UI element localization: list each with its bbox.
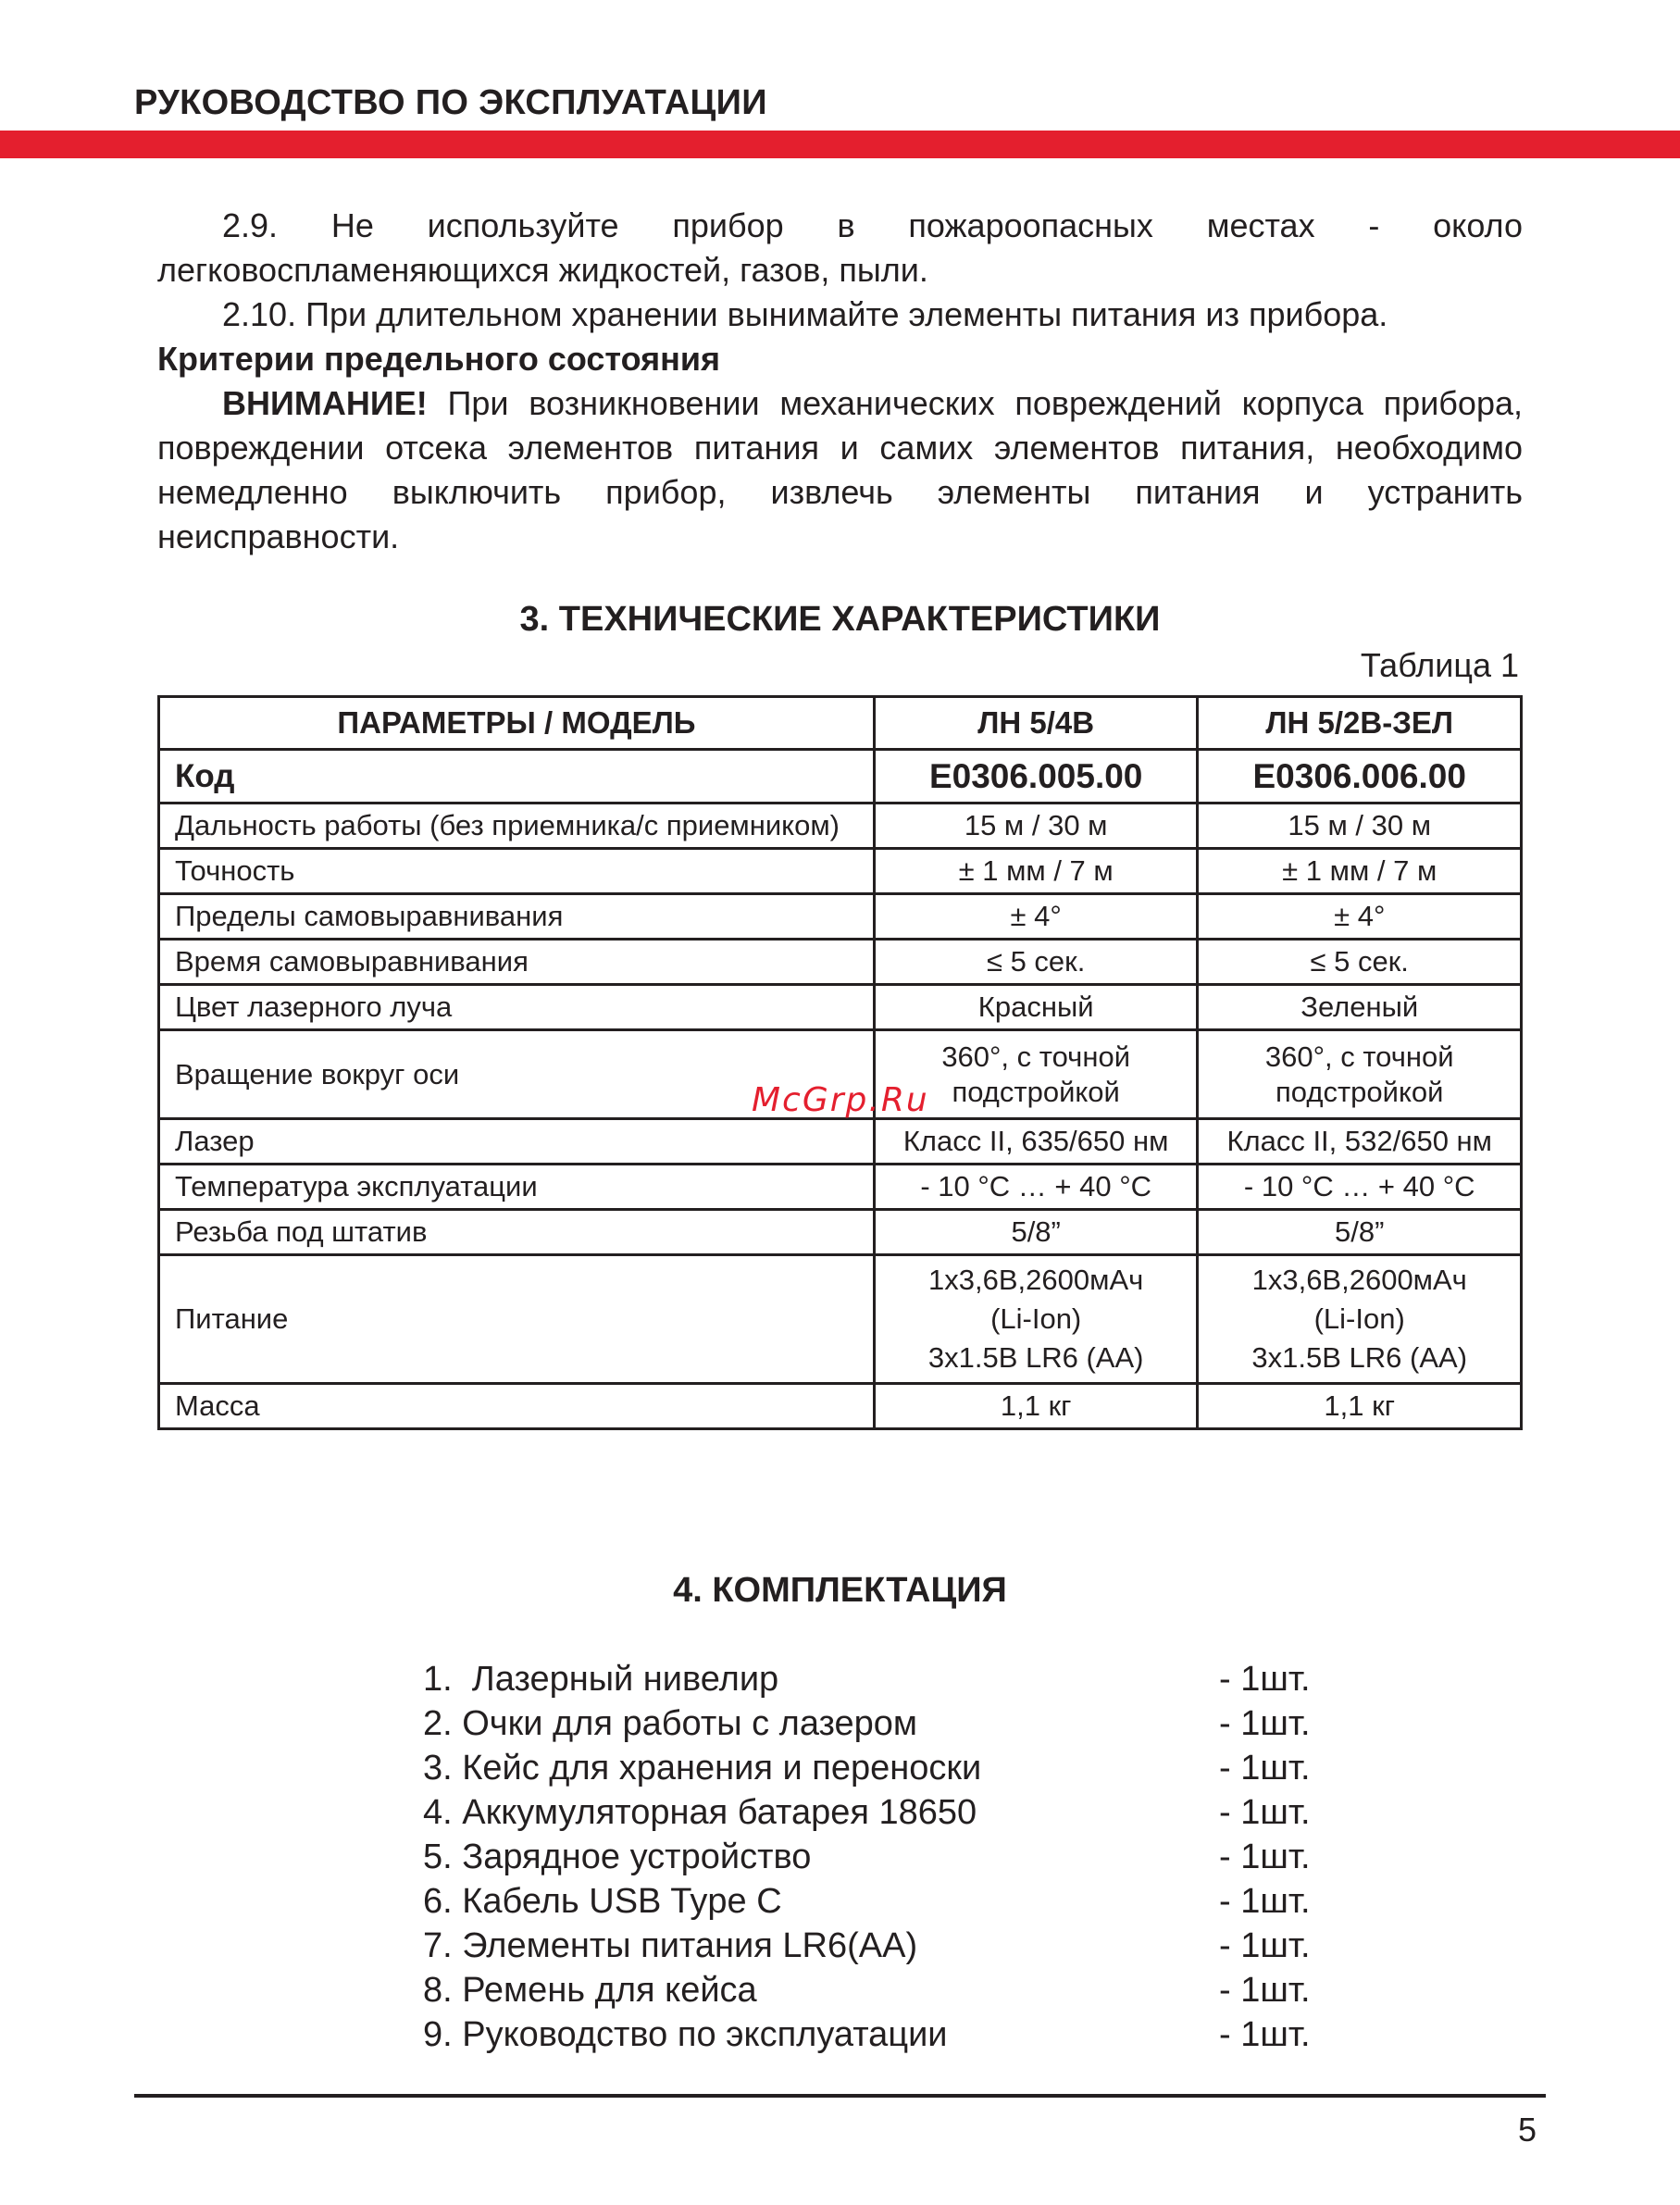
param-cell: Точность bbox=[159, 849, 875, 894]
kit-item-name: 6. Кабель USB Type C bbox=[423, 1882, 782, 1921]
param-cell: Дальность работы (без приемника/с приемником) bbox=[159, 804, 875, 849]
footer-rule bbox=[134, 2094, 1546, 2098]
specs-heading: 3. ТЕХНИЧЕСКИЕ ХАРАКТЕРИСТИКИ bbox=[519, 600, 1161, 639]
param-cell: Температура эксплуатации bbox=[159, 1165, 875, 1210]
value-cell: ± 4° bbox=[1198, 894, 1522, 940]
kit-item-name: 9. Руководство по эксплуатации bbox=[423, 2015, 948, 2054]
value-cell: Класс II, 532/650 нм bbox=[1198, 1119, 1522, 1165]
param-cell: Лазер bbox=[159, 1119, 875, 1165]
page-number: 5 bbox=[1517, 2111, 1537, 2149]
table-row bbox=[159, 1119, 1522, 1165]
criteria-heading: Критерии предельного состояния bbox=[157, 340, 720, 378]
param-cell: Пределы самовыравнивания bbox=[159, 894, 875, 940]
kit-item-qty: - 1шт. bbox=[1219, 1838, 1311, 1876]
list-item bbox=[423, 1879, 1349, 1924]
table-row bbox=[159, 985, 1522, 1030]
table-row bbox=[159, 1255, 1522, 1384]
kit-item-qty: - 1шт. bbox=[1219, 1660, 1311, 1699]
value-cell: - 10 °С … + 40 °С bbox=[874, 1165, 1198, 1210]
watermark: McGrp.Ru bbox=[752, 1081, 929, 1119]
list-item bbox=[423, 1657, 1349, 1701]
table-row bbox=[159, 804, 1522, 849]
code-model-2: Е0306.006.00 bbox=[1198, 750, 1522, 804]
kit-item-qty: - 1шт. bbox=[1219, 1749, 1311, 1788]
kit-item-name: 4. Аккумуляторная батарея 18650 bbox=[423, 1793, 977, 1832]
value-cell: 1х3,6В,2600мАч (Li-Ion) 3x1.5В LR6 (AA) bbox=[1198, 1255, 1522, 1384]
warning-text: При возникновении механических повреждений корпуса прибора, повреждении отсека элементов питания и самих элементов питания, необходимо немедленно выключить прибор, извлечь элементы питания и устранить неисправности. bbox=[157, 384, 1523, 555]
value-cell: ± 1 мм / 7 м bbox=[874, 849, 1198, 894]
table-row bbox=[159, 894, 1522, 940]
list-item bbox=[423, 1701, 1349, 1746]
list-item bbox=[423, 2012, 1349, 2057]
kit-item-qty: - 1шт. bbox=[1219, 1926, 1311, 1965]
kit-item-name: 1. Лазерный нивелир bbox=[423, 1660, 779, 1699]
list-item bbox=[423, 1790, 1349, 1835]
value-cell: 1,1 кг bbox=[1198, 1384, 1522, 1429]
param-cell: Масса bbox=[159, 1384, 875, 1429]
kit-item-qty: - 1шт. bbox=[1219, 2015, 1311, 2054]
kit-item-name: 5. Зарядное устройство bbox=[423, 1838, 812, 1876]
kit-item-name: 8. Ремень для кейса bbox=[423, 1971, 757, 2010]
header-red-band bbox=[0, 131, 1680, 158]
value-cell: 5/8” bbox=[874, 1210, 1198, 1255]
list-item bbox=[423, 1746, 1349, 1790]
kit-item-qty: - 1шт. bbox=[1219, 1971, 1311, 2010]
warning-paragraph bbox=[157, 381, 1523, 559]
paragraph-2-10: 2.10. При длительном хранении вынимайте элементы питания из прибора. bbox=[222, 295, 1388, 333]
code-row bbox=[159, 750, 1522, 804]
param-cell: Время самовыравнивания bbox=[159, 940, 875, 985]
safety-section bbox=[157, 204, 1523, 559]
value-cell: 5/8” bbox=[1198, 1210, 1522, 1255]
param-cell: Резьба под штатив bbox=[159, 1210, 875, 1255]
table-row bbox=[159, 940, 1522, 985]
kit-item-qty: - 1шт. bbox=[1219, 1704, 1311, 1743]
kit-heading: 4. КОМПЛЕКТАЦИЯ bbox=[673, 1571, 1007, 1610]
param-cell: Цвет лазерного луча bbox=[159, 985, 875, 1030]
param-cell: Вращение вокруг оси bbox=[159, 1030, 875, 1119]
table-header-row bbox=[159, 697, 1522, 750]
value-cell: 1х3,6В,2600мАч (Li-Ion) 3x1.5В LR6 (AA) bbox=[874, 1255, 1198, 1384]
value-cell: ≤ 5 сек. bbox=[874, 940, 1198, 985]
value-cell: 1,1 кг bbox=[874, 1384, 1198, 1429]
kit-item-name: 7. Элементы питания LR6(AA) bbox=[423, 1926, 918, 1965]
code-model-1: Е0306.005.00 bbox=[874, 750, 1198, 804]
list-item bbox=[423, 1968, 1349, 2012]
value-cell: 360°, с точной подстройкой bbox=[874, 1030, 1198, 1119]
table-row bbox=[159, 849, 1522, 894]
value-cell: ± 4° bbox=[874, 894, 1198, 940]
value-cell: Класс II, 635/650 нм bbox=[874, 1119, 1198, 1165]
value-cell: 15 м / 30 м bbox=[1198, 804, 1522, 849]
kit-item-name: 2. Очки для работы с лазером bbox=[423, 1704, 918, 1743]
table-row bbox=[159, 1165, 1522, 1210]
header-cell-parameter: ПАРАМЕТРЫ / МОДЕЛЬ bbox=[159, 697, 875, 750]
kit-item-qty: - 1шт. bbox=[1219, 1882, 1311, 1921]
param-cell: Питание bbox=[159, 1255, 875, 1384]
value-cell: - 10 °С … + 40 °С bbox=[1198, 1165, 1522, 1210]
header-cell-model-1: ЛН 5/4В bbox=[874, 697, 1198, 750]
value-cell: Зеленый bbox=[1198, 985, 1522, 1030]
value-cell: 360°, с точной подстройкой bbox=[1198, 1030, 1522, 1119]
list-item bbox=[423, 1835, 1349, 1879]
page-header-title: РУКОВОДСТВО ПО ЭКСПЛУАТАЦИИ bbox=[134, 83, 767, 122]
value-cell: 15 м / 30 м bbox=[874, 804, 1198, 849]
paragraph-2-9: 2.9. Не используйте прибор в пожароопасных местах - около легковоспламеняющихся жидкостей, газов, пыли. bbox=[157, 206, 1523, 289]
value-cell: ± 1 мм / 7 м bbox=[1198, 849, 1522, 894]
kit-item-name: 3. Кейс для хранения и переноски bbox=[423, 1749, 982, 1788]
table-caption: Таблица 1 bbox=[1360, 646, 1519, 684]
header-cell-model-2: ЛН 5/2В-ЗЕЛ bbox=[1198, 697, 1522, 750]
list-item bbox=[423, 1924, 1349, 1968]
kit-item-qty: - 1шт. bbox=[1219, 1793, 1311, 1832]
value-cell: Красный bbox=[874, 985, 1198, 1030]
warning-label: ВНИМАНИЕ! bbox=[222, 384, 428, 422]
table-row bbox=[159, 1384, 1522, 1429]
specs-table bbox=[157, 695, 1523, 1430]
kit-list bbox=[423, 1657, 1349, 2057]
value-cell: ≤ 5 сек. bbox=[1198, 940, 1522, 985]
code-label: Код bbox=[159, 750, 875, 804]
table-row bbox=[159, 1210, 1522, 1255]
